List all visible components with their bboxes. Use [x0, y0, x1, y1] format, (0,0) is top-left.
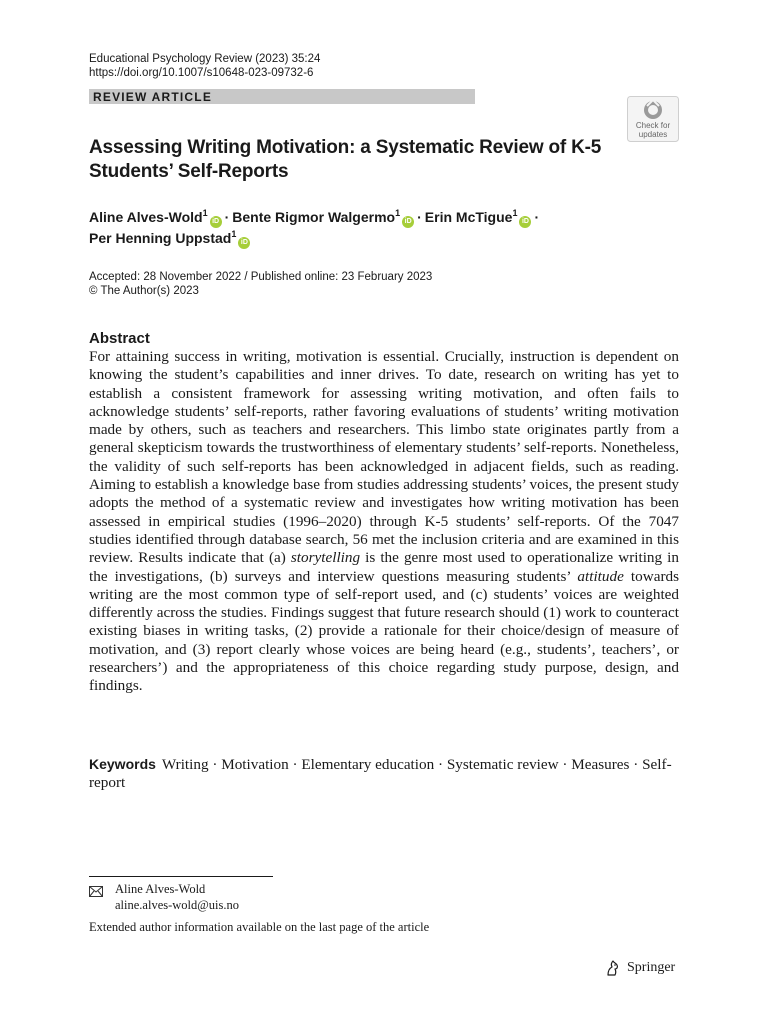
check-for-updates-icon — [627, 96, 679, 142]
extended-author-info: Extended author information available on the last page of the article — [89, 920, 430, 934]
article-title: Assessing Writing Motivation: a Systematic Review of K-5 Students’ Self-Reports — [89, 137, 602, 182]
abstract-emphasis: attitude — [577, 567, 624, 585]
corresponding-author-name: Aline Alves-Wold — [115, 882, 206, 896]
author-separator: · — [534, 209, 540, 225]
abstract-text: is the genre most used to operationalize writing in the investigations, (b) surveys and interview questions measuring students’ — [89, 549, 679, 585]
article-type-label: REVIEW ARTICLE — [93, 90, 213, 104]
abstract-emphasis: storytelling — [290, 549, 361, 567]
orcid-icon[interactable]: iD — [238, 237, 250, 249]
author-separator: · — [224, 209, 230, 225]
check-for-updates-badge[interactable] — [627, 96, 679, 142]
author-affiliation: 1 — [202, 208, 208, 218]
publication-dates: Accepted: 28 November 2022 / Published online: 23 February 2023 — [89, 271, 433, 283]
author-name[interactable]: Erin McTigue — [424, 209, 513, 225]
copyright-notice: © The Author(s) 2023 — [89, 285, 199, 297]
check-for-updates-line1: Check for — [635, 121, 671, 130]
keywords-label: Keywords — [89, 756, 156, 772]
abstract-text: For attaining success in writing, motivation is essential. Crucially, instruction is dependent on knowing the student’s capabilities and inner drives. To date, research on writing has yet to establish a consistent framework for assessing writing motivation, and often fails to acknowledge students’ self-reports, rather favoring evaluations of students’ writing motivation made by others, such as teachers and researchers. This limbo state originates partly from a general skepticism towards the trustworthiness of elementary students’ self-reports. Nonetheless, the validity of such self-reports has been acknowledged in adjacent fields, such as reading. Aiming to establish a knowledge base from studies addressing students’ voices, the present study adopts the method of a systematic review and investigates how writing motivation has been assessed in empirical studies (1996–2020) through K-5 students’ self-reports. Of the 7047 studies identified through database search, 56 met the inclusion criteria and are examined in this review. Results indicate that (a) — [89, 348, 679, 567]
orcid-icon[interactable]: iD — [210, 216, 222, 228]
publisher-logo — [604, 958, 675, 978]
abstract-body — [89, 348, 679, 696]
envelope-icon — [89, 884, 103, 895]
corresponding-author-email[interactable]: aline.alves-wold@uis.no — [115, 898, 239, 912]
orcid-icon[interactable]: iD — [402, 216, 414, 228]
keywords — [89, 755, 679, 793]
check-for-updates-line2: updates — [638, 130, 668, 139]
author-list — [89, 207, 649, 249]
abstract-text: towards writing are the most common type of self-report used, and (c) students’ voices are weighted differently across the studies. Findings suggest that future research should (1) work to counteract existing biases in writing tasks, (2) provide a rationale for their choice/design of measure of motivation, and (3) report clearly whose voices are being heard (e.g., students’, teachers’, or researchers’) and the appropriateness of this choice regarding study purpose, design, and findings. — [89, 567, 679, 695]
author-separator: · — [417, 209, 422, 225]
footnote-divider — [89, 876, 273, 877]
author-affiliation: 1 — [512, 208, 518, 218]
author-name[interactable]: Per Henning Uppstad — [89, 230, 232, 246]
author-name[interactable]: Aline Alves-Wold — [89, 209, 203, 225]
springer-horse-icon — [604, 959, 622, 977]
doi-link[interactable]: https://doi.org/10.1007/s10648-023-09732-6 — [89, 67, 314, 79]
author-affiliation: 1 — [231, 229, 237, 239]
abstract-heading: Abstract — [89, 330, 150, 347]
orcid-icon[interactable]: iD — [519, 216, 531, 228]
keywords-list: Writing · Motivation · Elementary education · Systematic review · Measures · Self-report — [89, 756, 672, 792]
journal-citation: Educational Psychology Review (2023) 35:24 — [89, 53, 321, 65]
publisher-name: Springer — [627, 960, 676, 975]
author-name[interactable]: Bente Rigmor Walgermo — [232, 209, 396, 225]
author-affiliation: 1 — [395, 208, 401, 218]
